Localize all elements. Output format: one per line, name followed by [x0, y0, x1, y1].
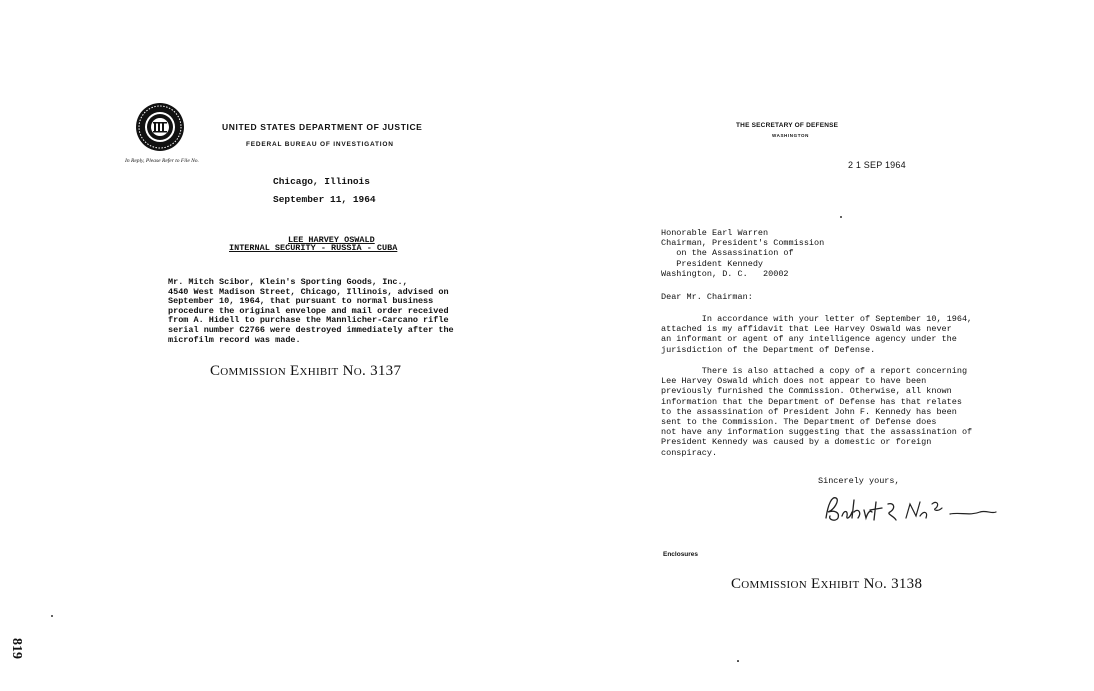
closing: Sincerely yours, — [818, 476, 900, 486]
body-line: September 10, 1964, that pursuant to normal business — [168, 296, 434, 307]
subject-category: INTERNAL SECURITY - RUSSIA - CUBA — [229, 243, 398, 253]
letter-body — [168, 278, 454, 345]
fbi-header: FEDERAL BUREAU OF INVESTIGATION — [246, 141, 394, 148]
washington-header: WASHINGTON — [772, 133, 809, 138]
address-line: Washington, D. C. 20002 — [661, 268, 789, 279]
paragraph-line: previously furnished the Commission. Otherwise, all known — [661, 386, 952, 397]
fbi-seal-icon — [135, 102, 185, 152]
recipient-address — [661, 228, 824, 279]
paragraph-line: conspiracy. — [661, 447, 718, 458]
address-line: President Kennedy — [661, 258, 764, 269]
speck-mark — [840, 216, 842, 218]
body-line: serial number C2766 were destroyed immediately after the — [168, 324, 454, 335]
paragraph-line: attached is my affidavit that Lee Harvey Oswald was never — [661, 324, 952, 335]
speck-mark — [737, 660, 739, 662]
exhibit-label-3138: Commission Exhibit No. 3138 — [731, 576, 923, 592]
doj-header: UNITED STATES DEPARTMENT OF JUSTICE — [222, 122, 423, 132]
date-stamp: 2 1 SEP 1964 — [848, 160, 906, 170]
page-number: 819 — [9, 638, 24, 659]
paragraph-line: There is also attached a copy of a report concerning — [661, 366, 968, 376]
paragraph-2 — [661, 366, 972, 458]
salutation: Dear Mr. Chairman: — [661, 292, 753, 302]
body-line: Mr. Mitch Scibor, Klein's Sporting Goods, Inc., — [168, 277, 408, 287]
paragraph-line: information that the Department of Defense has that relates — [661, 396, 962, 407]
paragraph-line: President Kennedy was caused by a domestic or foreign — [661, 437, 932, 448]
paragraph-line: In accordance with your letter of September 10, 1964, — [661, 314, 973, 324]
address-line: Chairman, President's Commission — [661, 238, 825, 249]
exhibit-label-3137: Commission Exhibit No. 3137 — [210, 363, 402, 379]
body-line: from A. Hidell to purchase the Mannlicher-Carcano rifle — [168, 315, 449, 326]
handwritten-signature — [820, 490, 1000, 524]
paragraph-1 — [661, 314, 972, 355]
body-line: procedure the original envelope and mail order received — [168, 305, 449, 316]
address-line: on the Assassination of — [661, 248, 794, 259]
reply-note: In Reply, Please Refer to File No. — [125, 158, 199, 164]
paragraph-line: jurisdiction of the Department of Defense. — [661, 344, 876, 355]
paragraph-line: Lee Harvey Oswald which does not appear to have been — [661, 376, 927, 387]
subject-name: LEE HARVEY OSWALD — [288, 235, 375, 245]
paragraph-line: to the assassination of President John F. Kennedy has been — [661, 406, 957, 417]
paragraph-line: an informant or agent of any intelligence agency under the — [661, 334, 957, 345]
paragraph-line: sent to the Commission. The Department of Defense does — [661, 417, 937, 428]
letter-location: Chicago, Illinois — [273, 176, 370, 187]
secretary-header: THE SECRETARY OF DEFENSE — [736, 122, 839, 129]
paragraph-line: not have any information suggesting that the assassination of — [661, 427, 973, 438]
letter-date: September 11, 1964 — [273, 194, 376, 205]
speck-mark — [51, 615, 53, 617]
enclosures-label: Enclosures — [663, 551, 699, 558]
body-line: microfilm record was made. — [168, 334, 301, 345]
body-line: 4540 West Madison Street, Chicago, Illinois, advised on — [168, 286, 449, 297]
address-line: Honorable Earl Warren — [661, 228, 769, 238]
